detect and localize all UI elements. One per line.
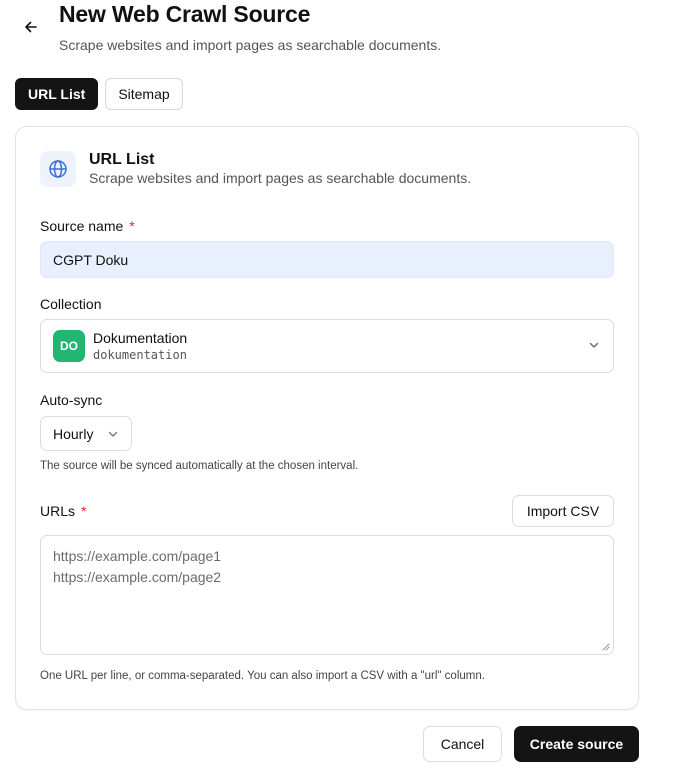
card-description: Scrape websites and import pages as searchable documents.: [89, 170, 472, 186]
card-title: URL List: [89, 151, 155, 168]
collection-avatar: DO: [53, 330, 85, 362]
required-marker: *: [81, 503, 87, 519]
cancel-button[interactable]: Cancel: [423, 726, 502, 762]
urls-placeholder-line-1: https://example.com/page1: [53, 548, 222, 564]
resize-grip-icon[interactable]: [602, 643, 610, 651]
auto-sync-help: The source will be synced automatically at the chosen interval.: [40, 460, 359, 472]
create-source-button[interactable]: Create source: [514, 726, 639, 762]
auto-sync-select[interactable]: [40, 416, 132, 451]
collection-label: Collection: [40, 296, 102, 312]
import-csv-button[interactable]: Import CSV: [512, 495, 614, 527]
back-button[interactable]: [18, 14, 44, 40]
collection-name: Dokumentation: [93, 330, 188, 346]
page-title: New Web Crawl Source: [59, 1, 311, 27]
globe-icon: [48, 159, 68, 179]
tab-url-list[interactable]: URL List: [15, 78, 98, 110]
arrow-left-icon: [24, 20, 38, 34]
chevron-down-icon: [588, 339, 600, 351]
urls-textarea[interactable]: [40, 535, 614, 655]
source-name-input[interactable]: CGPT Doku: [40, 241, 614, 278]
source-type-tabs: [15, 78, 183, 110]
urls-label: [40, 503, 86, 519]
urls-label-text: URLs: [40, 503, 76, 519]
source-name-label: [40, 218, 135, 234]
tab-sitemap[interactable]: Sitemap: [105, 78, 182, 110]
urls-placeholder-line-2: https://example.com/page2: [53, 569, 222, 585]
collection-slug: dokumentation: [93, 348, 187, 362]
chevron-down-icon: [107, 428, 119, 440]
url-list-card: [15, 126, 639, 710]
auto-sync-value: Hourly: [53, 425, 94, 442]
auto-sync-label: Auto-sync: [40, 392, 103, 408]
required-marker: *: [129, 218, 135, 234]
urls-help: One URL per line, or comma-separated. You can also import a CSV with a "url" column.: [40, 670, 485, 682]
card-icon-box: [40, 151, 76, 187]
page-subtitle: Scrape websites and import pages as searchable documents.: [59, 37, 442, 53]
source-name-label-text: Source name: [40, 218, 124, 234]
collection-select[interactable]: [40, 319, 614, 373]
